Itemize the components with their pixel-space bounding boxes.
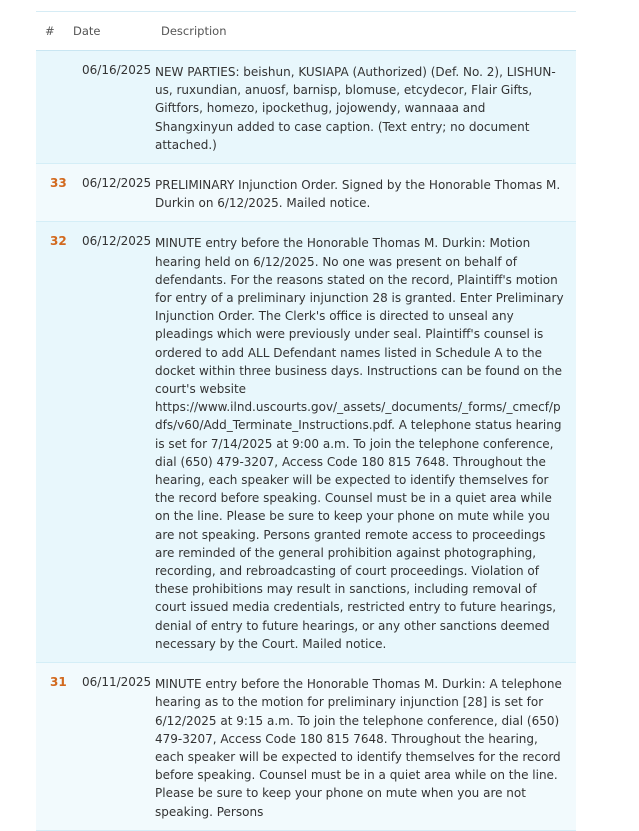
entry-number[interactable]: 33 xyxy=(50,176,67,191)
table-row xyxy=(36,663,576,831)
header-date: Date xyxy=(73,24,101,38)
entry-description: MINUTE entry before the Honorable Thomas M. Durkin: A telephone hearing as to the motion for preliminary injunction [28] is set for 6/12/2025 at 9:15 a.m. To join the telephone conference, dial (650) 479-3207, Access Code 180 815 7648. Throughout the hearing, each speaker will be expected to identify themselves for the record before speaking. Counsel must be in a quiet area while on the line. Please be sure to keep your phone on mute when you are not speaking. Persons xyxy=(155,677,562,819)
table-header xyxy=(36,12,576,51)
entry-number[interactable]: 32 xyxy=(50,234,67,249)
entry-date: 06/12/2025 xyxy=(82,234,152,249)
entry-date: 06/12/2025 xyxy=(82,176,152,191)
entry-date: 06/11/2025 xyxy=(82,675,152,690)
header-number: # xyxy=(45,24,55,38)
entry-description: PRELIMINARY Injunction Order. Signed by the Honorable Thomas M. Durkin on 6/12/2025. Mailed notice. xyxy=(155,178,561,211)
entry-number[interactable]: 31 xyxy=(50,675,67,690)
entry-description: NEW PARTIES: beishun, KUSIAPA (Authorized) (Def. No. 2), LISHUN-us, ruxundian, anuosf, barnisp, blomuse, etcydecor, Flair Gifts, Giftfors, homezo, ipockethug, jojowendy, wannaaa and Shangxinyun added to case caption. (Text entry; no document attached.) xyxy=(155,65,556,152)
table-row xyxy=(36,164,576,222)
entry-description: MINUTE entry before the Honorable Thomas M. Durkin: Motion hearing held on 6/12/2025. No one was present on behalf of defendants. For the reasons stated on the record, Plaintiff's motion for entry of a preliminary injunction 28 is granted. Enter Preliminary Injunction Order. The Clerk's office is directed to unseal any pleadings which were previously under seal. Plaintiff's counsel is ordered to add ALL Defendant names listed in Schedule A to the docket within three business days. Instructions can be found on the court's website https://www.ilnd.uscourts.gov/_assets/_documents/_forms/_cmecf/pdfs/v60/Add_Terminate_Instructions.pdf. A telephone status hearing is set for 7/14/2025 at 9:00 a.m. To join the telephone conference, dial (650) 479-3207, Access Code 180 815 7648. Throughout the hearing, each speaker will be expected to identify themselves for the record before speaking. Counsel must be in a quiet area while on the line. Please be sure to keep your phone on mute while you are not speaking. Persons granted remote access to proceedings are reminded of the general prohibition against photographing, recording, and rebroadcasting of court proceedings. Violation of these prohibitions may result in sanctions, including removal of court issued media credentials, restricted entry to future hearings, denial of entry to future hearings, or any other sanctions deemed necessary by the Court. Mailed notice. xyxy=(155,236,564,651)
table-row xyxy=(36,222,576,663)
docket-table xyxy=(36,11,576,831)
entry-date: 06/16/2025 xyxy=(82,63,152,77)
header-description: Description xyxy=(161,24,227,38)
table-row xyxy=(36,51,576,164)
